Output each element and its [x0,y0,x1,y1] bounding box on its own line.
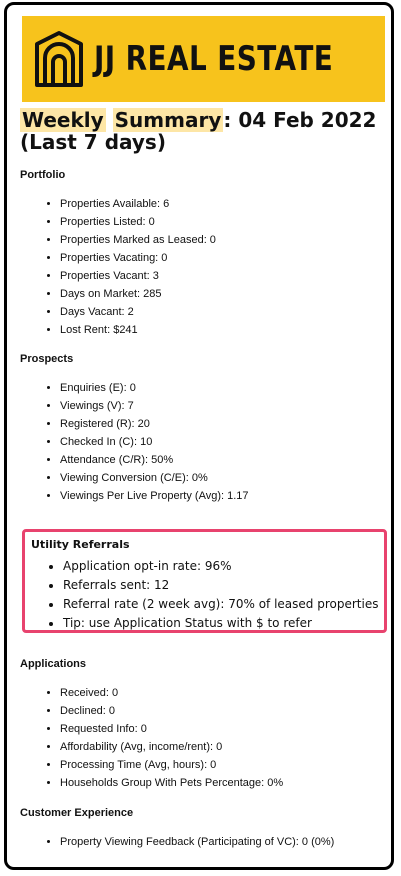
list-item: • Property Viewing Feedback (Participating of VC): 0 (0%) [60,833,334,851]
prospects-section [20,353,249,505]
list-item: • Tip: use Application Status with $ to refer [63,614,384,633]
list-item: • Referral rate (2 week avg): 70% of leased properties [63,595,384,614]
list-item: • Enquiries (E): 0 [60,379,249,397]
list-item: • Received: 0 [60,684,283,702]
applications-list [20,684,283,792]
list-item: • Viewing Conversion (C/E): 0% [60,469,249,487]
customer-experience-section [20,807,334,851]
brand-banner [22,16,385,102]
utility-referrals-box [22,529,387,633]
email-frame [4,2,394,870]
list-item: • Viewings (V): 7 [60,397,249,415]
utility-referrals-list [31,557,384,633]
section-title-customer-experience: Customer Experience [20,807,134,819]
brand-name: JJ REAL ESTATE [93,39,333,79]
list-item: • Declined: 0 [60,702,283,720]
title-highlight-weekly: Weekly [22,108,104,132]
section-title-applications: Applications [20,658,87,670]
portfolio-section [20,169,216,339]
list-item: • Application opt-in rate: 96% [63,557,384,576]
prospects-list [20,379,249,505]
section-title-portfolio: Portfolio [20,169,66,181]
applications-section [20,658,283,792]
list-item: • Affordability (Avg, income/rent): 0 [60,738,283,756]
list-item: • Households Group With Pets Percentage: 0% [60,774,283,792]
list-item: • Attendance (C/R): 50% [60,451,249,469]
title-date: : 04 Feb 2022 (Last 7 days) [20,108,377,154]
customer-experience-list [20,833,334,851]
list-item: • Processing Time (Avg, hours): 0 [60,756,283,774]
list-item: • Checked In (C): 10 [60,433,249,451]
list-item: • Viewings Per Live Property (Avg): 1.17 [60,487,249,505]
summary-content [20,108,382,848]
page-title [20,109,382,153]
section-title-prospects: Prospects [20,353,74,365]
section-title-utility-referrals: Utility Referrals [31,538,130,551]
list-item: • Properties Available: 6 [60,195,216,213]
list-item: • Lost Rent: $241 [60,321,216,339]
title-highlight-summary: Summary [114,108,222,132]
list-item: • Days on Market: 285 [60,285,216,303]
list-item: • Properties Listed: 0 [60,213,216,231]
list-item: • Referrals sent: 12 [63,576,384,595]
list-item: • Registered (R): 20 [60,415,249,433]
shield-arch-logo-icon [34,30,84,88]
list-item: • Days Vacant: 2 [60,303,216,321]
portfolio-list [20,195,216,339]
list-item: • Properties Marked as Leased: 0 [60,231,216,249]
list-item: • Properties Vacant: 3 [60,267,216,285]
list-item: • Properties Vacating: 0 [60,249,216,267]
list-item: • Requested Info: 0 [60,720,283,738]
